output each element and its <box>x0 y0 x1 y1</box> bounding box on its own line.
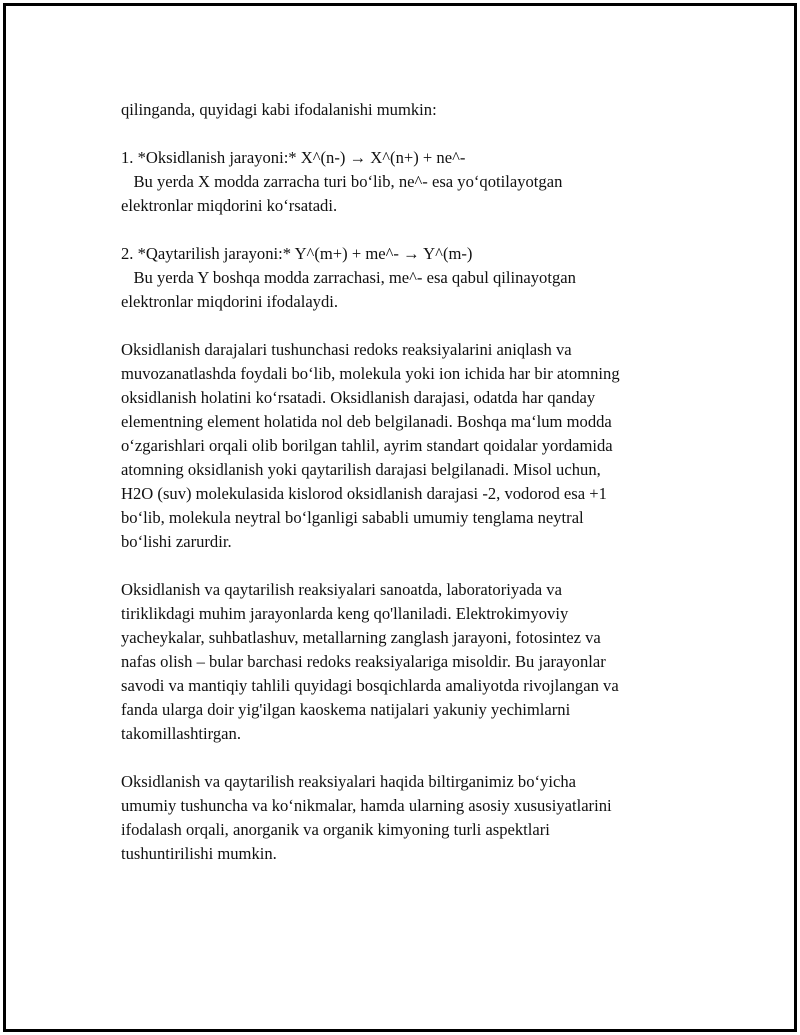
paragraph-line: umumiy tushuncha va ko‘nikmalar, hamda ularning asosiy xususiyatlarini <box>121 796 612 815</box>
page-frame <box>3 3 797 1032</box>
oxidation-equation: 1. *Oksidlanish jarayoni:* X^(n-) → X^(n+) + ne^- <box>121 148 466 167</box>
spacer <box>121 314 691 338</box>
paragraph-line: Oksidlanish va qaytarilish reaksiyalari haqida biltirganimiz bo‘yicha <box>121 772 576 791</box>
intro-line: qilinganda, quyidagi kabi ifodalanishi mumkin: <box>121 100 437 119</box>
document-body <box>121 98 691 866</box>
paragraph-line: muvozanatlashda foydali bo‘lib, molekula yoki ion ichida har bir atomning <box>121 364 620 383</box>
paragraph-oxidation-states <box>121 338 691 554</box>
paragraph-line: bo‘lishi zarurdir. <box>121 532 232 551</box>
reduction-explanation: Bu yerda Y boshqa modda zarrachasi, me^- esa qabul qilinayotgan <box>121 268 576 287</box>
paragraph-line: yacheykalar, suhbatlashuv, metallarning zanglash jarayoni, fotosintez va <box>121 628 601 647</box>
paragraph-line: Oksidlanish va qaytarilish reaksiyalari sanoatda, laboratoriyada va <box>121 580 562 599</box>
paragraph-line: tiriklikdagi muhim jarayonlarda keng qo'llaniladi. Elektrokimyoviy <box>121 604 569 623</box>
paragraph-line: o‘zgarishlari orqali olib borilgan tahlil, ayrim standart qoidalar yordamida <box>121 436 613 455</box>
spacer <box>121 218 691 242</box>
paragraph-line: fanda ularga doir yig'ilgan kaoskema natijalari yakuniy yechimlarni <box>121 700 571 719</box>
oxidation-explanation: Bu yerda X modda zarracha turi bo‘lib, ne^- esa yo‘qotilayotgan <box>121 172 563 191</box>
paragraph-applications <box>121 578 691 746</box>
paragraph-line: bo‘lib, molekula neytral bo‘lganligi sababli umumiy tenglama neytral <box>121 508 584 527</box>
spacer <box>121 746 691 770</box>
paragraph-line: atomning oksidlanish yoki qaytarilish darajasi belgilanadi. Misol uchun, <box>121 460 601 479</box>
paragraph-conclusion <box>121 770 691 866</box>
reduction-explanation-cont: elektronlar miqdorini ifodalaydi. <box>121 292 339 311</box>
paragraph-line: takomillashtirgan. <box>121 724 241 743</box>
paragraph-line: ifodalash orqali, anorganik va organik kimyoning turli aspektlari <box>121 820 550 839</box>
paragraph-line: tushuntirilishi mumkin. <box>121 844 277 863</box>
paragraph-line: savodi va mantiqiy tahlili quyidagi bosqichlarda amaliyotda rivojlangan va <box>121 676 619 695</box>
spacer <box>121 122 691 146</box>
list-item-reduction <box>121 242 691 314</box>
oxidation-explanation-cont: elektronlar miqdorini ko‘rsatadi. <box>121 196 338 215</box>
paragraph-line: oksidlanish holatini ko‘rsatadi. Oksidlanish darajasi, odatda har qanday <box>121 388 596 407</box>
list-item-oxidation <box>121 146 691 218</box>
spacer <box>121 554 691 578</box>
paragraph-line: nafas olish – bular barchasi redoks reaksiyalariga misoldir. Bu jarayonlar <box>121 652 606 671</box>
paragraph-line: H2O (suv) molekulasida kislorod oksidlanish darajasi -2, vodorod esa +1 <box>121 484 607 503</box>
paragraph-line: Oksidlanish darajalari tushunchasi redoks reaksiyalarini aniqlash va <box>121 340 572 359</box>
reduction-equation: 2. *Qaytarilish jarayoni:* Y^(m+) + me^- → Y^(m-) <box>121 244 473 263</box>
paragraph-line: elementning element holatida nol deb belgilanadi. Boshqa ma‘lum modda <box>121 412 612 431</box>
